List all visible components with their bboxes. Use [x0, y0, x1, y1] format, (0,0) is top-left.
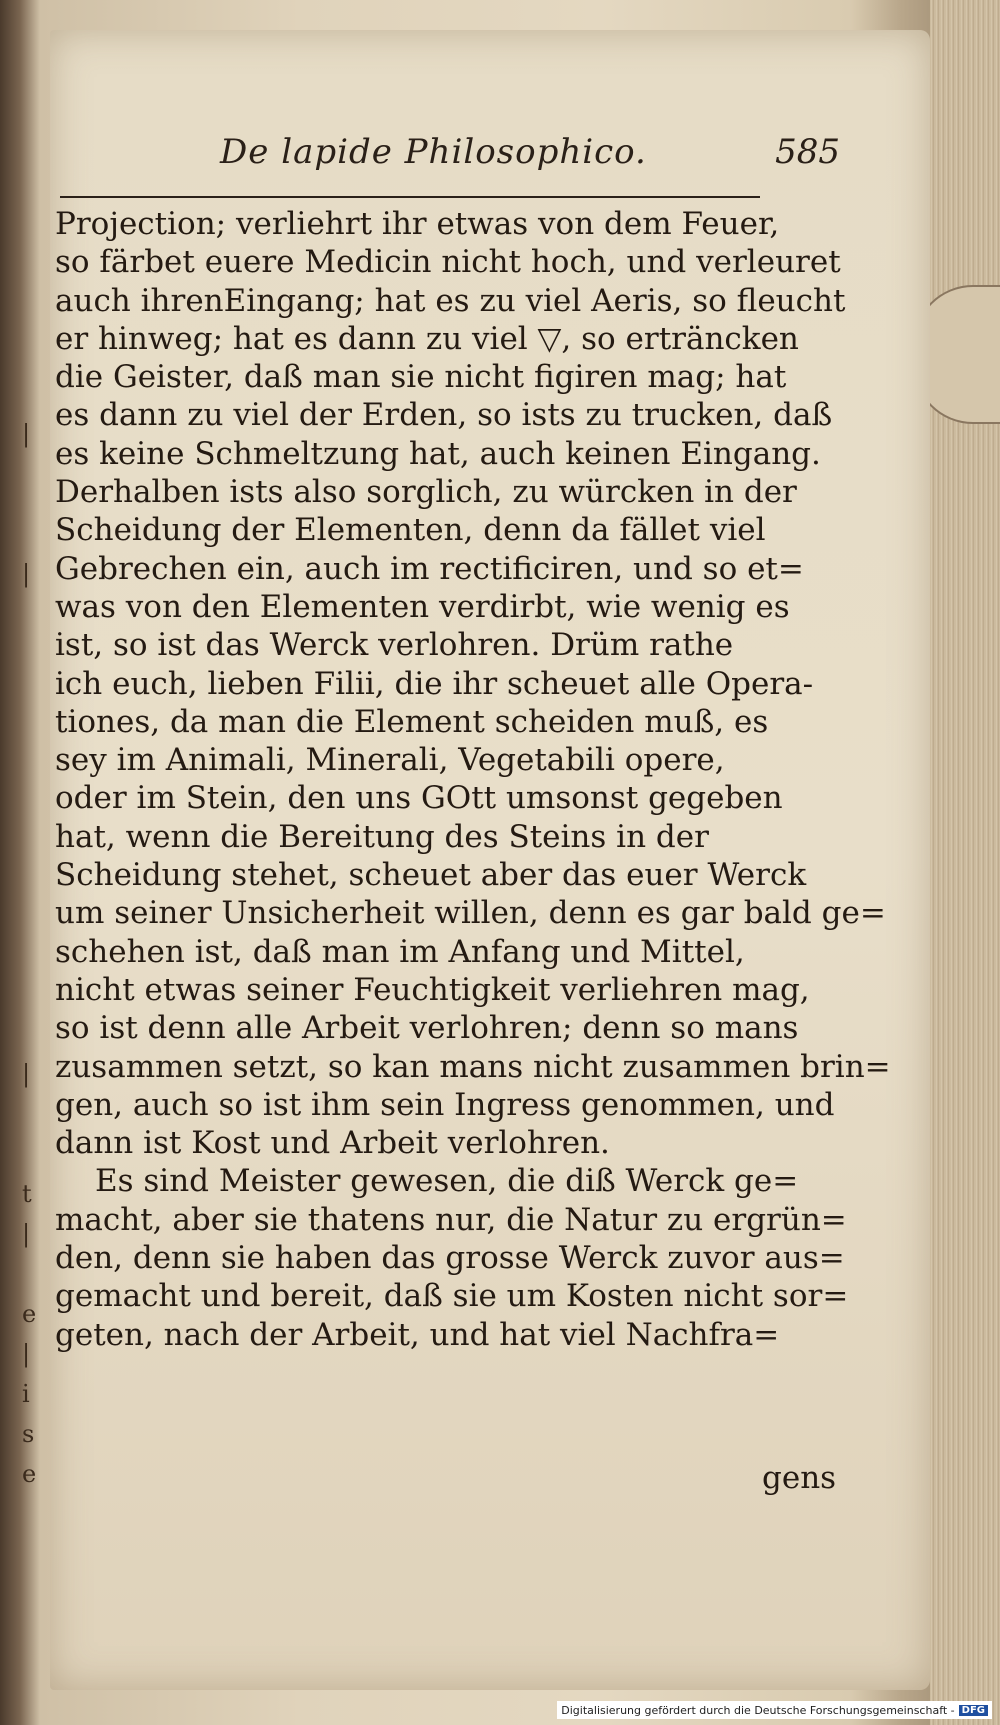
text-line: Derhalben ists also sorglich, zu würcken in der	[55, 474, 797, 511]
text-line: auch ihrenEingang; hat es zu viel Aeris, so fleucht	[55, 282, 846, 319]
margin-mark: i	[22, 1380, 30, 1408]
running-title: De lapide Philosophico.	[220, 132, 647, 172]
text-line: ich euch, lieben Filii, die ihr scheuet alle Opera-	[55, 665, 814, 702]
margin-mark: t	[22, 1180, 32, 1208]
footer-text: Digitalisierung gefördert durch die Deutsche Forschungsgemeinschaft -	[561, 1703, 955, 1717]
paragraph	[55, 1162, 849, 1353]
left-margin-marks	[10, 420, 50, 1540]
margin-mark: e	[22, 1300, 37, 1328]
header-rule	[60, 196, 760, 198]
text-line: tiones, da man die Element scheiden muß, es	[55, 703, 769, 740]
body-text	[55, 205, 891, 1354]
text-line: er hinweg; hat es dann zu viel ▽, so erträncken	[55, 320, 799, 357]
text-line: oder im Stein, den uns GOtt umsonst gegeben	[55, 780, 783, 817]
text-line: nicht etwas seiner Feuchtigkeit verliehren mag,	[55, 971, 810, 1008]
text-line: geten, nach der Arbeit, und hat viel Nachfra=	[55, 1316, 780, 1353]
margin-mark: |	[22, 420, 31, 448]
margin-mark: s	[22, 1420, 35, 1448]
text-line: hat, wenn die Bereitung des Steins in der	[55, 818, 709, 855]
text-line: so ist denn alle Arbeit verlohren; denn so mans	[55, 1010, 799, 1047]
text-line: ist, so ist das Werck verlohren. Drüm rathe	[55, 627, 734, 664]
text-line: gen, auch so ist ihm sein Ingress genommen, und	[55, 1086, 835, 1123]
catchword: gens	[762, 1460, 837, 1496]
text-line: so färbet euere Medicin nicht hoch, und verleuret	[55, 244, 841, 281]
text-line: gemacht und bereit, daß sie um Kosten nicht sor=	[55, 1278, 849, 1315]
margin-mark: |	[22, 1060, 31, 1088]
text-line: zusammen setzt, so kan mans nicht zusammen brin=	[55, 1048, 891, 1085]
text-line: den, denn sie haben das grosse Werck zuvor aus=	[55, 1240, 845, 1277]
text-line: dann ist Kost und Arbeit verlohren.	[55, 1125, 610, 1162]
text-line: Scheidung stehet, scheuet aber das euer Werck	[55, 857, 807, 894]
text-line: macht, aber sie thatens nur, die Natur zu ergrün=	[55, 1201, 847, 1238]
page-header	[200, 132, 840, 192]
page-number: 585	[775, 132, 840, 172]
margin-mark: |	[22, 560, 31, 588]
text-line: Scheidung der Elementen, denn da fället viel	[55, 512, 766, 549]
text-line: es dann zu viel der Erden, so ists zu trucken, daß	[55, 397, 833, 434]
margin-mark: e	[22, 1460, 37, 1488]
margin-mark: |	[22, 1220, 31, 1248]
margin-mark: |	[22, 1340, 31, 1368]
text-line: Projection; verliehrt ihr etwas von dem Feuer,	[55, 206, 780, 242]
text-line: Es sind Meister gewesen, die diß Werck ge=	[95, 1163, 799, 1200]
text-line: die Geister, daß man sie nicht figiren mag; hat	[55, 359, 787, 396]
digitization-footer	[557, 1701, 992, 1719]
text-line: Gebrechen ein, auch im rectificiren, und so et=	[55, 550, 804, 587]
page-edges	[930, 0, 1000, 1725]
text-line: sey im Animali, Minerali, Vegetabili opere,	[55, 742, 725, 779]
text-line: es keine Schmeltzung hat, auch keinen Eingang.	[55, 435, 821, 472]
text-line: um seiner Unsicherheit willen, denn es gar bald ge=	[55, 895, 886, 932]
dfg-logo-icon: DFG	[959, 1705, 988, 1716]
text-line: was von den Elementen verdirbt, wie wenig es	[55, 588, 790, 625]
text-line: schehen ist, daß man im Anfang und Mittel,	[55, 933, 745, 970]
paragraph	[55, 205, 891, 1162]
